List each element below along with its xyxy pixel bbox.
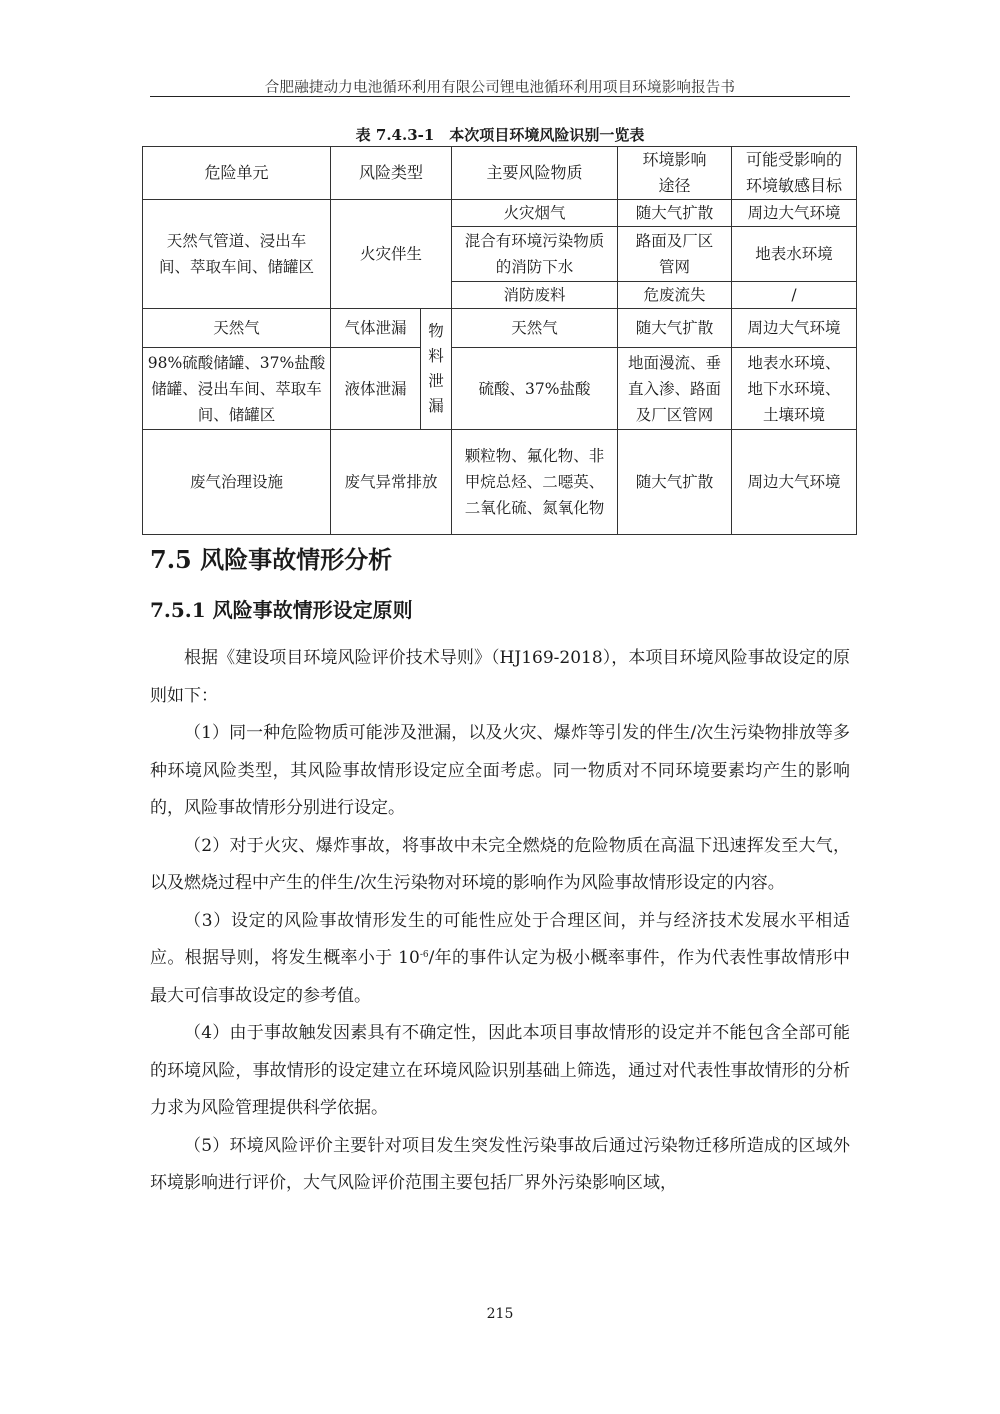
cell-path: 随大气扩散 <box>618 200 732 227</box>
table-row <box>143 430 857 535</box>
cell-target: 地表水环境 <box>732 227 857 282</box>
header-line: 可能受影响的 <box>746 150 843 169</box>
section-heading: 7.5 风险事故情形分析 <box>150 545 393 574</box>
cell-leak-label: 物料泄漏 <box>421 309 452 430</box>
cell-substance: 颗粒物、氟化物、非甲烷总烃、二噁英、二氧化硫、氮氧化物 <box>452 430 618 535</box>
header-cell: 主要风险物质 <box>452 147 618 200</box>
table-header-row <box>143 147 857 200</box>
paragraph-2: （2）对于火灾、爆炸事故，将事故中未完全燃烧的危险物质在高温下迅速挥发至大气，以及燃烧过程中产生的伴生/次生污染物对环境的影响作为风险事故情形设定的内容。 <box>150 835 850 893</box>
cell-path: 危废流失 <box>618 282 732 309</box>
body-text <box>150 640 850 1203</box>
header-cell: 危险单元 <box>143 147 331 200</box>
header-cell <box>618 147 732 200</box>
subsection-heading: 7.5.1 风险事故情形设定原则 <box>150 598 413 622</box>
cell-substance: 硫酸、37%盐酸 <box>452 348 618 430</box>
header-line: 途径 <box>658 176 691 195</box>
table-row <box>143 200 857 227</box>
paragraph-3-part-b: /年的事件认定为极小概率事件，作为代表性事故情形中最大可信事故设定的参考值。 <box>150 948 850 1006</box>
cell-unit: 98%硫酸储罐、37%盐酸储罐、浸出车间、萃取车间、储罐区 <box>143 348 331 430</box>
cell-path: 地面漫流、垂直入渗、路面及厂区管网 <box>618 348 732 430</box>
paragraph-5: （5）环境风险评价主要针对项目发生突发性污染事故后通过污染物迁移所造成的区域外环境影响进行评价，大气风险评价范围主要包括厂界外污染影响区域， <box>150 1135 850 1193</box>
header-rule <box>150 96 850 97</box>
table-row <box>143 348 857 430</box>
cell-unit: 废气治理设施 <box>143 430 331 535</box>
cell-path: 随大气扩散 <box>618 430 732 535</box>
paragraph-4: （4）由于事故触发因素具有不确定性，因此本项目事故情形的设定并不能包含全部可能的环境风险，事故情形的设定建立在环境风险识别基础上筛选，通过对代表性事故情形的分析力求为风险管理提供科学依据。 <box>150 1023 850 1118</box>
cell-path: 路面及厂区管网 <box>618 227 732 282</box>
header-line: 环境敏感目标 <box>746 176 843 195</box>
cell-substance: 天然气 <box>452 309 618 348</box>
cell-type: 液体泄漏 <box>331 348 421 430</box>
header-cell: 风险类型 <box>331 147 452 200</box>
paragraph-3 <box>150 903 850 1016</box>
running-header: 合肥融捷动力电池循环利用有限公司锂电池循环利用项目环境影响报告书 <box>264 80 736 96</box>
cell-path: 随大气扩散 <box>618 309 732 348</box>
cell-type: 废气异常排放 <box>331 430 452 535</box>
paragraph-intro: 根据《建设项目环境风险评价技术导则》（HJ169-2018），本项目环境风险事故设定的原则如下： <box>150 648 850 706</box>
exponent: -6 <box>419 950 429 960</box>
header-cell <box>732 147 857 200</box>
cell-target: 地表水环境、地下水环境、土壤环境 <box>732 348 857 430</box>
cell-substance: 消防废料 <box>452 282 618 309</box>
cell-target: 周边大气环境 <box>732 309 857 348</box>
table-row <box>143 309 857 348</box>
risk-identification-table <box>142 146 857 535</box>
table-caption: 表 7.4.3-1 本次项目环境风险识别一览表 <box>355 126 645 144</box>
cell-unit: 天然气 <box>143 309 331 348</box>
cell-target: 周边大气环境 <box>732 200 857 227</box>
cell-substance: 火灾烟气 <box>452 200 618 227</box>
cell-type: 火灾伴生 <box>331 200 452 309</box>
paragraph-1: （1）同一种危险物质可能涉及泄漏，以及火灾、爆炸等引发的伴生/次生污染物排放等多种环境风险类型，其风险事故情形设定应全面考虑。同一物质对不同环境要素均产生的影响的，风险事故情形分别进行设定。 <box>150 723 850 818</box>
cell-substance: 混合有环境污染物质的消防下水 <box>452 227 618 282</box>
cell-unit: 天然气管道、浸出车间、萃取车间、储罐区 <box>143 200 331 309</box>
cell-type: 气体泄漏 <box>331 309 421 348</box>
paragraph-3-part-a: （3）设定的风险事故情形发生的可能性应处于合理区间，并与经济技术发展水平相适应。根据导则，将发生概率小于 10 <box>150 910 850 968</box>
cell-target: 周边大气环境 <box>732 430 857 535</box>
header-line: 环境影响 <box>642 150 707 169</box>
page-number: 215 <box>486 1306 514 1322</box>
cell-target: / <box>732 282 857 309</box>
